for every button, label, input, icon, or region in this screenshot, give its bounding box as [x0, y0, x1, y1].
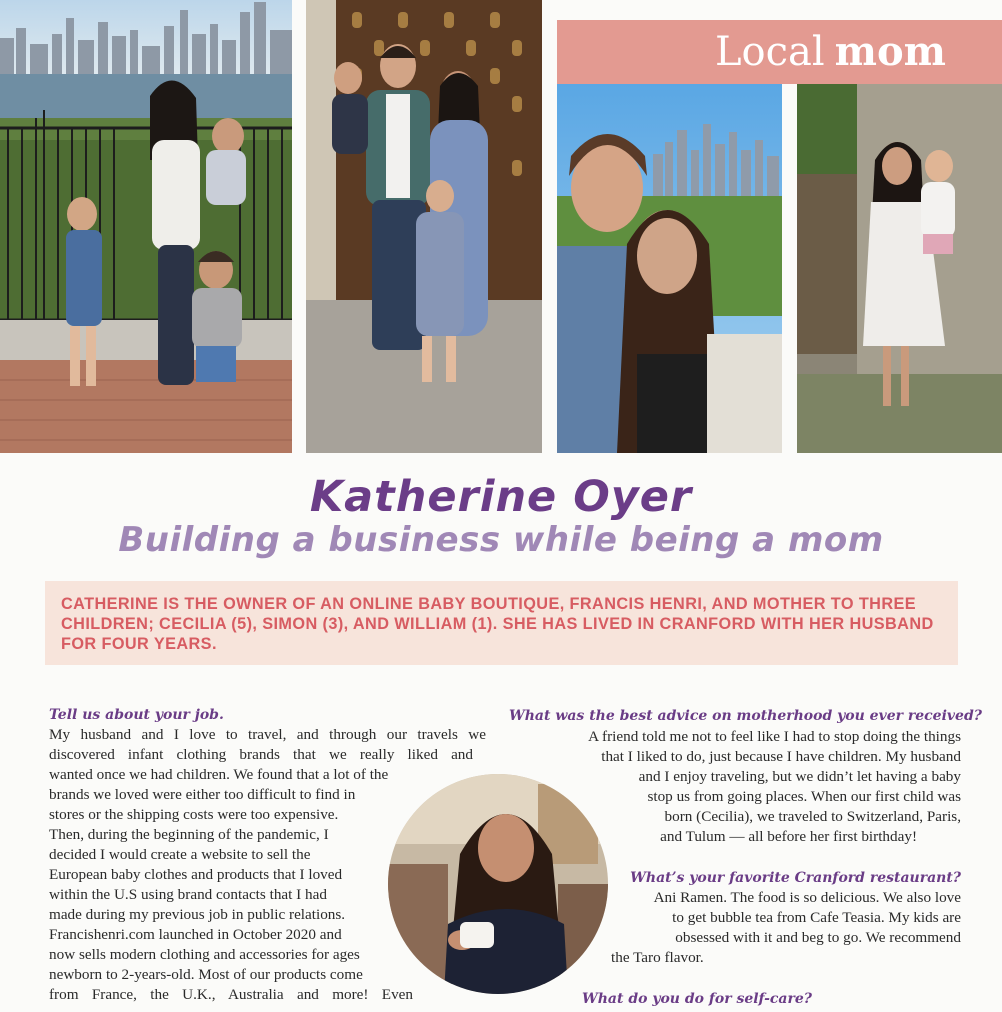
body-line: that I liked to do, just because I have children. My husband — [601, 748, 961, 765]
body-line: to get bubble tea from Cafe Teasia. My kids are — [672, 909, 961, 926]
body-line: made during my previous job in public relations. — [49, 906, 346, 923]
body-line: decided I would create a website to sell the — [49, 846, 311, 863]
body-line: stores or the shipping costs were too expensive. — [49, 806, 339, 823]
body-line: Then, during the beginning of the pandemic, I — [49, 826, 329, 843]
body-line: wanted once we had children. We found that a lot of the — [49, 766, 389, 783]
body-line: and Tulum — all before her first birthday! — [660, 828, 917, 845]
body-line: My husband and I love to travel, and through our travels we — [49, 726, 486, 743]
local-mom-banner — [557, 20, 1002, 84]
body-line: European baby clothes and products that I loved — [49, 866, 343, 883]
article-subtitle: Building a business while being a mom — [118, 520, 884, 560]
body-line: Francishenri.com launched in October 2020 and — [49, 926, 342, 943]
body-line: obsessed with it and beg to go. We recommend — [675, 929, 961, 946]
question-motherhood-advice: What was the best advice on motherhood you ever received? — [509, 708, 982, 724]
mother-daughter-photo — [797, 84, 1002, 453]
body-line: born (Cecilia), we traveled to Switzerland, Paris, — [664, 808, 961, 825]
body-line: brands we loved were either too difficult to find in — [49, 786, 356, 803]
article-name-heading: Katherine Oyer — [309, 472, 693, 522]
family-photo-skyline — [0, 0, 292, 453]
question-self-care: What do you do for self-care? — [582, 991, 812, 1007]
body-line: and I enjoy traveling, but we didn’t let having a baby — [638, 768, 961, 785]
body-line: stop us from going places. When our first child was — [647, 788, 961, 805]
body-line: now sells modern clothing and accessories for ages — [49, 946, 360, 963]
question-favorite-restaurant: What’s your favorite Cranford restaurant? — [630, 870, 961, 886]
body-line: from France, the U.K., Australia and more! Even — [49, 986, 413, 1003]
body-line: within the U.S using brand contacts that I had — [49, 886, 327, 903]
banner-word-mom: mom — [834, 28, 946, 75]
banner-word-local: Local — [714, 29, 825, 75]
body-line: Ani Ramen. The food is so delicious. We also love — [653, 889, 961, 906]
question-job: Tell us about your job. — [49, 707, 224, 723]
intro-box: CATHERINE IS THE OWNER OF AN ONLINE BABY BOUTIQUE, FRANCIS HENRI, AND MOTHER TO THREE CHILDREN; CECILIA (5), SIMON (3), AND WILLIAM (1). SHE HAS LIVED IN CRANFORD WITH HER HUSBAND FOR FOUR YEARS. — [45, 581, 958, 665]
body-line: discovered infant clothing brands that we really liked and — [49, 746, 473, 763]
body-line: A friend told me not to feel like I had to stop doing the things — [588, 728, 961, 745]
couple-selfie-photo — [557, 84, 782, 453]
family-photo-door — [306, 0, 542, 453]
body-line: the Taro flavor. — [611, 949, 704, 966]
body-line: newborn to 2-years-old. Most of our products come — [49, 966, 363, 983]
